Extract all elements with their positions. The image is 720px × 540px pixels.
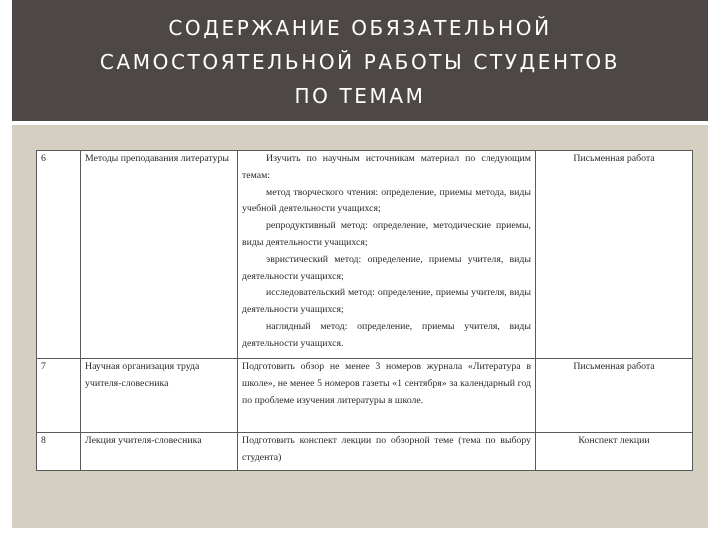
task-line: исследовательский метод: определение, приемы учителя, виды деятельности учащихся; — [242, 287, 531, 316]
form-cell: Письменная работа — [536, 359, 693, 433]
task-line: репродуктивный метод: определение, методические приемы, виды деятельности учащихся; — [242, 220, 531, 248]
row-number: 8 — [37, 433, 81, 471]
title-line-3: ПО ТЕМАМ — [294, 83, 426, 108]
table-row — [37, 151, 693, 359]
topic-cell: Лекция учителя-словесника — [81, 433, 238, 471]
task-line: Изучить по научным источникам материал по следующим темам: — [242, 153, 531, 181]
task-cell — [238, 151, 536, 359]
row-number: 6 — [37, 151, 81, 359]
topic-cell: Методы преподавания литературы — [81, 151, 238, 359]
title-line-2: САМОСТОЯТЕЛЬНОЙ РАБОТЫ СТУДЕНТОВ — [99, 49, 621, 74]
table-row — [37, 433, 693, 471]
form-cell: Конспект лекции — [536, 433, 693, 471]
slide-title — [100, 11, 620, 113]
row-number: 7 — [37, 359, 81, 433]
task-cell: Подготовить обзор не менее 3 номеров журнала «Литература в школе», не менее 5 номеров газеты «1 сентября» за календарный год по проблеме изучения литературы в школе. — [238, 359, 536, 433]
task-line: метод творческого чтения: определение, приемы метода, виды учебной деятельности учащихся; — [242, 186, 531, 215]
form-cell: Письменная работа — [536, 151, 693, 359]
table-row — [37, 359, 693, 433]
task-line: эвристический метод: определение, приемы учителя, виды деятельности учащихся; — [242, 253, 531, 282]
topics-table — [36, 150, 693, 471]
task-cell: Подготовить конспект лекции по обзорной теме (тема по выбору студента) — [238, 433, 536, 471]
topic-cell: Научная организация труда учителя-словесника — [81, 359, 238, 433]
title-line-1: СОДЕРЖАНИЕ ОБЯЗАТЕЛЬНОЙ — [168, 15, 552, 40]
slide-header — [12, 0, 708, 121]
task-line: наглядный метод: определение, приемы учителя, виды деятельности учащихся. — [242, 320, 531, 349]
